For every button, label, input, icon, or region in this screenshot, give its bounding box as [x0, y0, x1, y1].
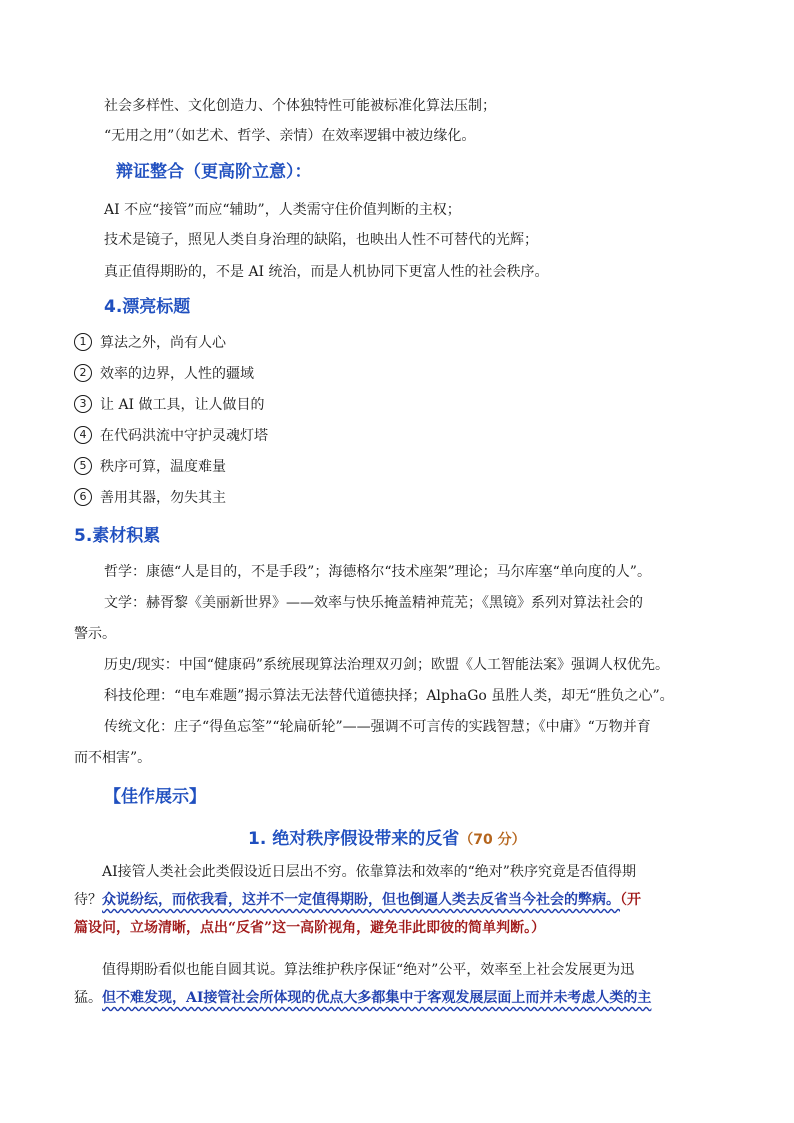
title-item	[74, 488, 226, 508]
p1-underlined-text: 众说纷纭，而依我看，这并不一定值得期盼，但也倒逼人类去反省当今社会的弊病。	[102, 892, 620, 908]
showcase-bracket-heading: 【佳作展示】	[104, 787, 206, 807]
title-item-text: 效率的边界，人性的疆域	[100, 366, 254, 382]
intro-line-2: “无用之用”（如艺术、哲学、亲情）在效率逻辑中被边缘化。	[104, 128, 476, 144]
dialectic-line-1: AI 不应“接管”而应“辅助”，人类需守住价值判断的主权；	[104, 202, 461, 218]
title-item-text: 善用其器，勿失其主	[100, 490, 226, 506]
p1-text: AI接管人类社会此类假设近日层出不穷。依靠算法和效率的“绝对”秩序究竟是否值得期	[102, 864, 636, 880]
title-item	[74, 395, 265, 415]
essay-score: （70 分）	[459, 832, 526, 848]
essay-paragraph-2	[74, 956, 724, 1012]
title-item	[74, 333, 226, 353]
intro-line-1: 社会多样性、文化创造力、个体独特性可能被标准化算法压制；	[104, 98, 496, 114]
title-item	[74, 364, 254, 384]
material-history: 历史/现实：中国“健康码”系统展现算法治理双刃剑；欧盟《人工智能法案》强调人权优先。	[104, 657, 670, 673]
material-literature-2: 警示。	[74, 626, 116, 642]
essay-title	[248, 824, 526, 849]
p1-annotation: 篇设问，立场清晰，点出“反省”这一高阶视角，避免非此即彼的简单判断。）	[74, 920, 546, 936]
title-item-text: 算法之外，尚有人心	[100, 335, 226, 351]
material-philosophy: 哲学：康德“人是目的，不是手段”；海德格尔“技术座架”理论；马尔库塞“单向度的人”。	[104, 564, 651, 580]
circled-number-6: 6	[74, 488, 92, 506]
dialectic-heading: 辩证整合（更高阶立意）：	[116, 162, 312, 182]
title-item	[74, 457, 226, 477]
p1-text-cont: 待？	[74, 892, 102, 908]
circled-number-5: 5	[74, 457, 92, 475]
dialectic-line-3: 真正值得期盼的，不是 AI 统治，而是人机协同下更富人性的社会秩序。	[104, 264, 549, 280]
p1-annotation-start: （开	[620, 892, 641, 908]
material-tradition-1: 传统文化：庄子“得鱼忘筌”“轮扁斫轮”——强调不可言传的实践智慧；《中庸》“万物并育	[104, 719, 651, 735]
material-tradition-2: 而不相害”。	[74, 750, 152, 766]
material-literature-1: 文学：赫胥黎《美丽新世界》——效率与快乐掩盖精神荒芜；《黑镜》系列对算法社会的	[104, 595, 643, 611]
titles-heading: 4.漂亮标题	[104, 297, 191, 317]
circled-number-2: 2	[74, 364, 92, 382]
p2-text: 值得期盼看似也能自圆其说。算法维护秩序保证“绝对”公平，效率至上社会发展更为迅	[102, 962, 635, 978]
title-item-text: 让 AI 做工具，让人做目的	[100, 397, 265, 413]
p2-text-cont: 猛。	[74, 990, 102, 1006]
p2-underlined-text: 但不难发现，AI接管社会所体现的优点大多都集中于客观发展层面上而并未考虑人类的主	[102, 990, 652, 1006]
essay-paragraph-1	[74, 858, 724, 942]
dialectic-line-2: 技术是镜子，照见人类自身治理的缺陷，也映出人性不可替代的光辉；	[104, 232, 538, 248]
title-item-text: 秩序可算，温度难量	[100, 459, 226, 475]
circled-number-1: 1	[74, 333, 92, 351]
title-item-text: 在代码洪流中守护灵魂灯塔	[100, 428, 268, 444]
materials-heading: 5.素材积累	[74, 526, 161, 546]
circled-number-4: 4	[74, 426, 92, 444]
material-ethics: 科技伦理：“电车难题”揭示算法无法替代道德抉择；AlphaGo 虽胜人类，却无“胜负之心”。	[104, 688, 674, 704]
essay-title-text: 1. 绝对秩序假设带来的反省	[248, 829, 460, 849]
circled-number-3: 3	[74, 395, 92, 413]
title-item	[74, 426, 268, 446]
